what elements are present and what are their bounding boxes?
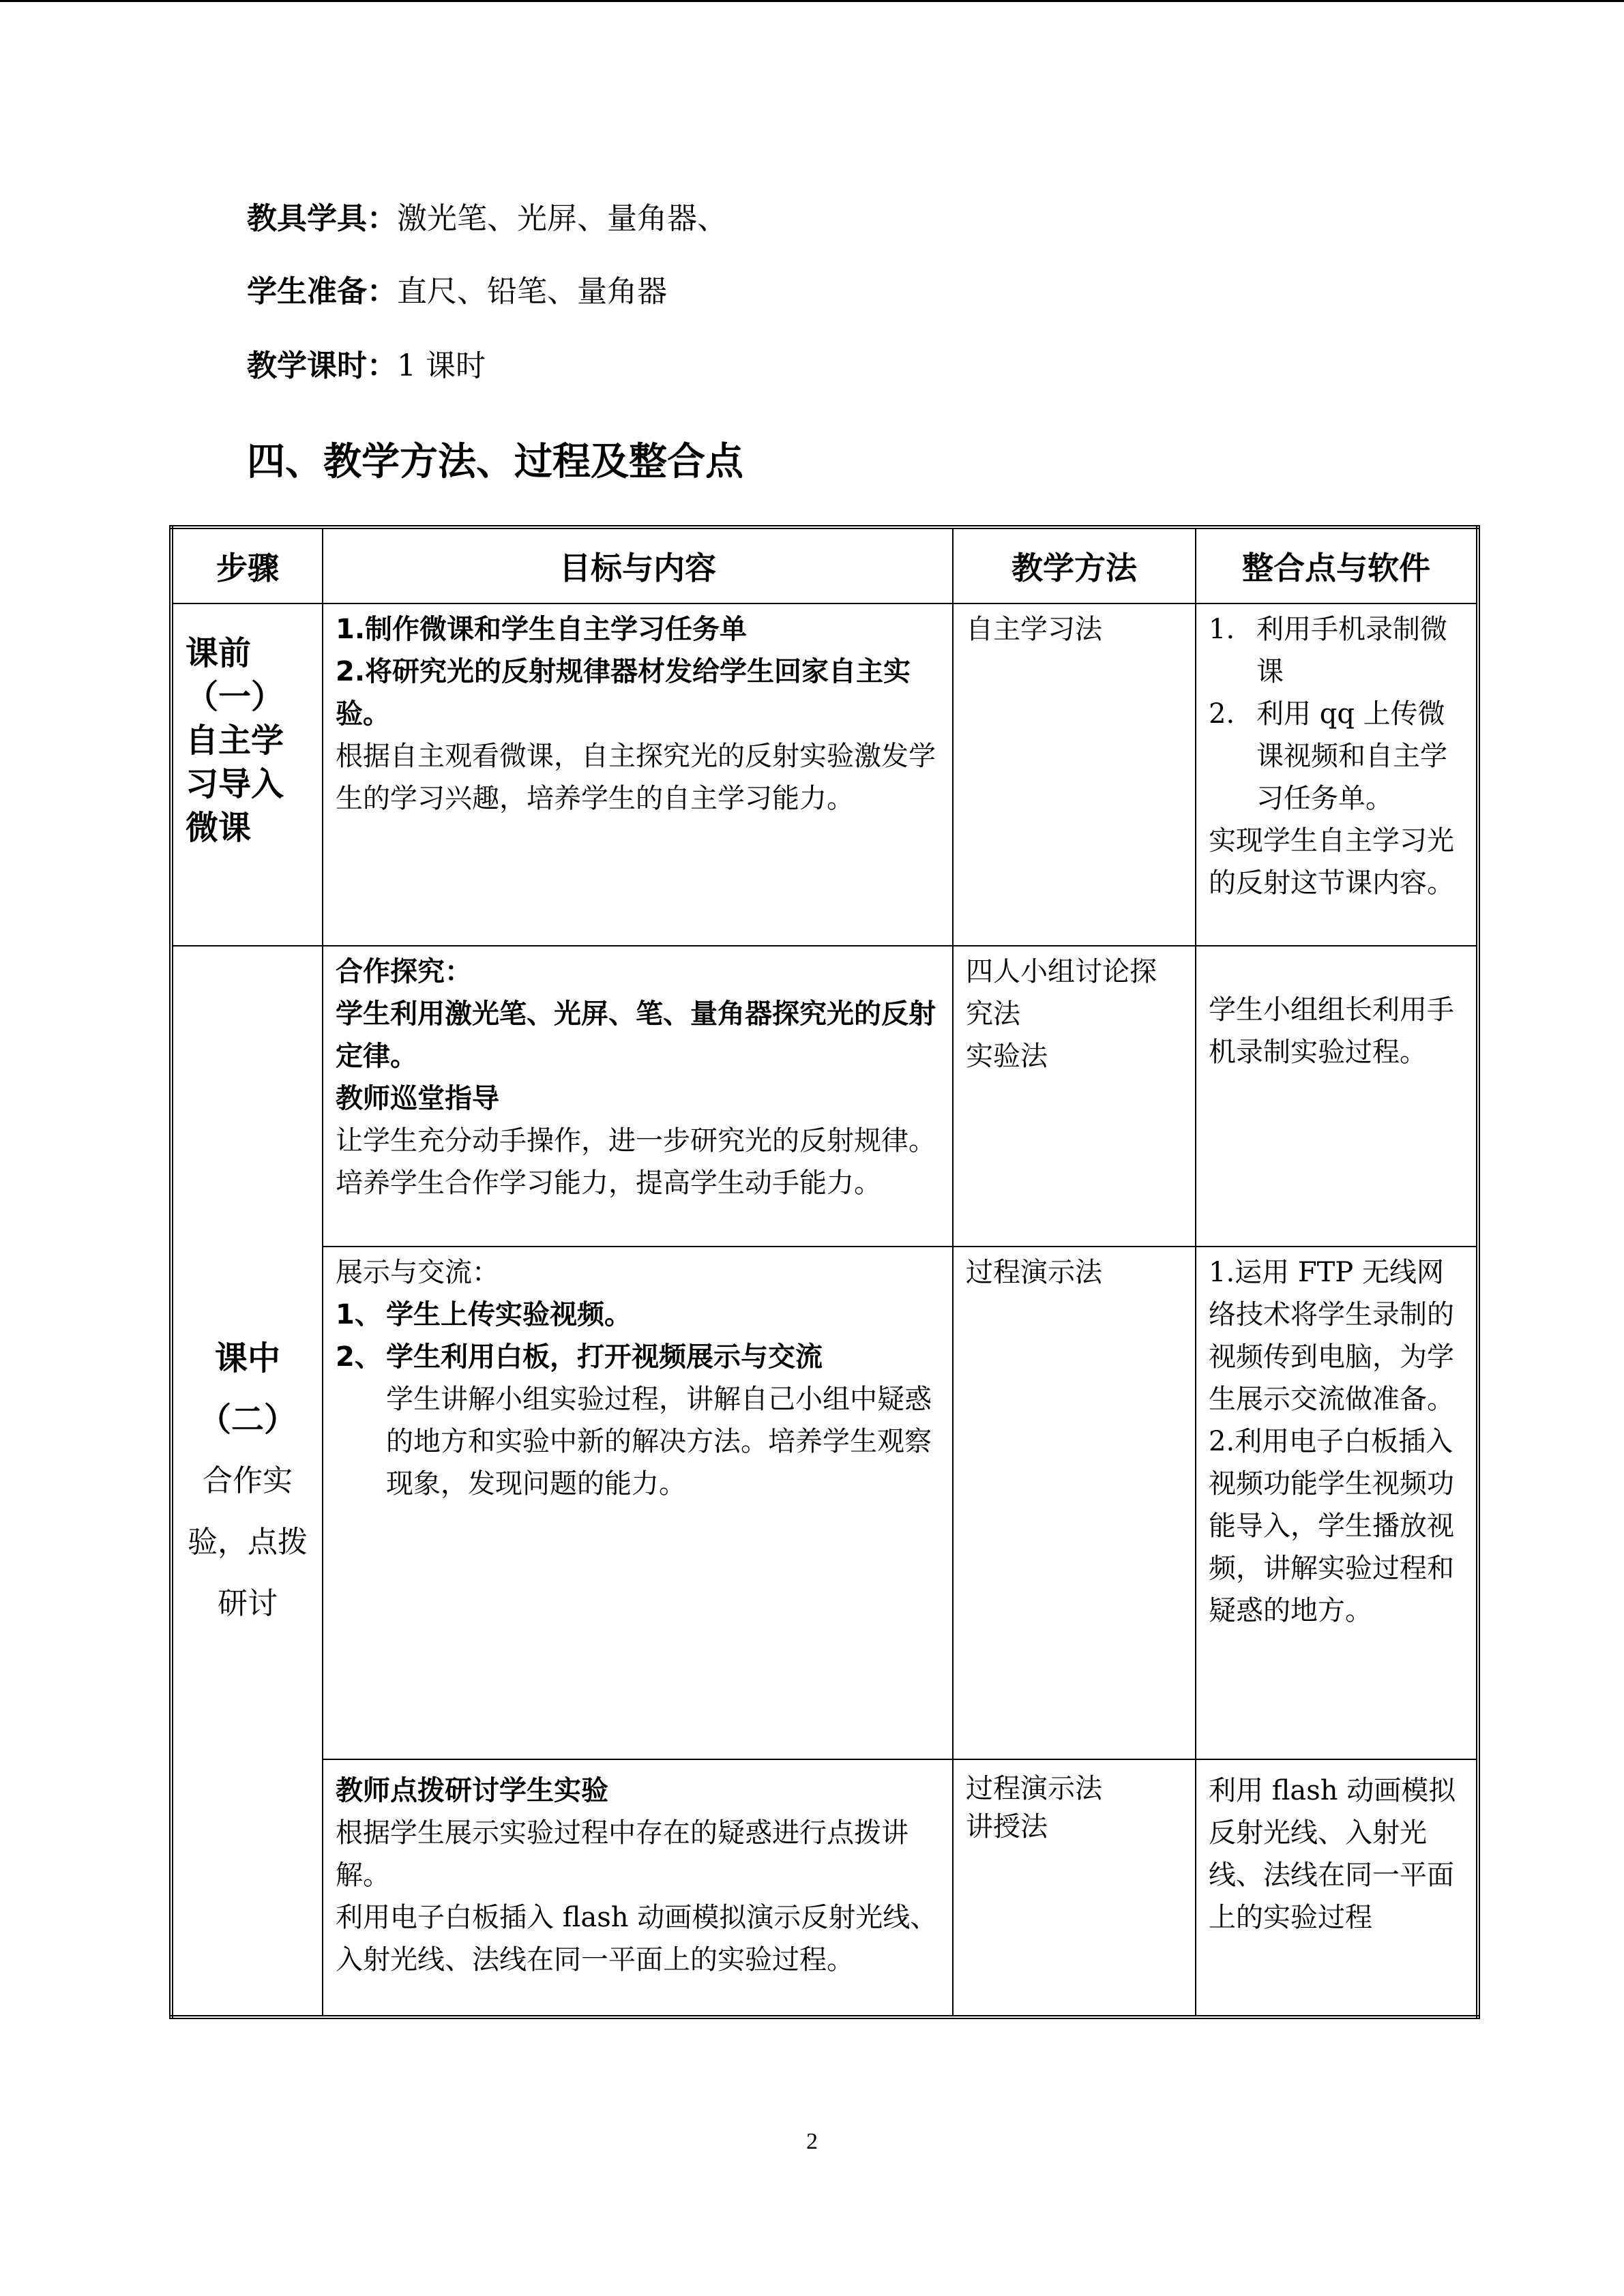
software-cooperative: 学生小组组长利用手机录制实验过程。	[1196, 946, 1478, 1247]
step-line: （二）	[198, 1400, 297, 1439]
list-item	[336, 1294, 940, 1336]
list-text: 利用手机录制微课	[1256, 614, 1447, 687]
content-guidance	[323, 1759, 953, 2017]
table-row	[171, 603, 1478, 946]
section-heading: 四、教学方法、过程及整合点	[247, 440, 743, 484]
list-number: 1、	[336, 1299, 382, 1330]
method-pre-class: 自主学习法	[953, 603, 1196, 946]
class-hours-value: 1 课时	[397, 348, 486, 383]
list-text: 学生上传实验视频。	[386, 1299, 632, 1330]
student-prep-line	[247, 271, 667, 312]
content-text: 利用电子白板插入 flash 动画模拟演示反射光线、入射光线、法线在同一平面上的实验过程。	[336, 1902, 938, 1976]
content-pre-class	[323, 603, 953, 946]
content-presentation	[323, 1247, 953, 1759]
method-guidance: 过程演示法 讲授法	[953, 1759, 1196, 2017]
student-prep-value: 直尺、铅笔、量角器	[397, 274, 667, 309]
step-line: 验，点拨	[188, 1524, 308, 1560]
page-top-border	[0, 0, 1624, 2]
teaching-aids-label: 教具学具：	[247, 201, 397, 236]
table-header-row	[171, 527, 1478, 603]
content-title: 展示与交流：	[336, 1257, 499, 1288]
table-row	[171, 1759, 1478, 2017]
header-method: 教学方法	[953, 527, 1196, 603]
step-line: 研讨	[218, 1585, 278, 1621]
teaching-aids-value: 激光笔、光屏、量角器、	[397, 201, 727, 236]
list-item	[336, 1336, 940, 1378]
software-pre-class	[1196, 603, 1478, 946]
software-guidance: 利用 flash 动画模拟反射光线、入射光线、法线在同一平面上的实验过程	[1196, 1759, 1478, 2017]
header-step: 步骤	[171, 527, 323, 603]
step-line: 合作实	[203, 1463, 293, 1498]
table-row	[171, 1247, 1478, 1759]
content-text: 根据学生展示实验过程中存在的疑惑进行点拨讲解。	[336, 1817, 909, 1891]
content-text: 学生讲解小组实验过程，讲解自己小组中疑惑的地方和实验中新的解决方法。培养学生观察现象，发现问题的能力。	[386, 1384, 932, 1500]
step-pre-class: 课前 （一） 自主学 习导入 微课	[171, 603, 323, 946]
step-line: 课中	[214, 1339, 280, 1377]
content-text: 根据自主观看微课，自主探究光的反射实验激发学生的学习兴趣，培养学生的自主学习能力。	[336, 741, 936, 814]
list-number: 1.	[1209, 614, 1235, 645]
software-presentation	[1196, 1247, 1478, 1759]
list-item	[1209, 608, 1464, 693]
header-content: 目标与内容	[323, 527, 953, 603]
teaching-plan-table	[169, 525, 1480, 2019]
header-software: 整合点与软件	[1196, 527, 1478, 603]
software-text: 实现学生自主学习光的反射这节课内容。	[1209, 825, 1454, 899]
table-row	[171, 946, 1478, 1247]
page-number: 2	[806, 2129, 818, 2154]
content-cooperative	[323, 946, 953, 1247]
software-text: 1.运用 FTP 无线网络技术将学生录制的视频传到电脑，为学生展示交流做准备。	[1209, 1257, 1454, 1415]
list-number: 2、	[336, 1341, 382, 1373]
class-hours-line	[247, 346, 486, 387]
content-text: 让学生充分动手操作，进一步研究光的反射规律。培养学生合作学习能力，提高学生动手能力。	[336, 1125, 936, 1199]
method-presentation: 过程演示法	[953, 1247, 1196, 1759]
list-text: 学生利用白板，打开视频展示与交流	[386, 1341, 823, 1373]
list-text: 利用 qq 上传微课视频和自主学习任务单。	[1256, 698, 1447, 814]
class-hours-label: 教学课时：	[247, 348, 397, 383]
student-prep-label: 学生准备：	[247, 274, 397, 309]
content-bold-line: 教师巡堂指导	[336, 1083, 499, 1114]
step-in-class	[171, 946, 323, 2017]
content-bold-line: 1.制作微课和学生自主学习任务单	[336, 614, 748, 645]
content-bold-line: 合作探究：	[336, 956, 472, 987]
method-cooperative: 四人小组讨论探究法 实验法	[953, 946, 1196, 1247]
list-number: 2.	[1209, 698, 1235, 730]
software-text: 2.利用电子白板插入视频功能学生视频功能导入，学生播放视频，讲解实验过程和疑惑的地方。	[1209, 1426, 1454, 1626]
content-bold-line: 2.将研究光的反射规律器材发给学生回家自主实验。	[336, 656, 911, 730]
content-bold-line: 教师点拨研讨学生实验	[336, 1775, 608, 1806]
content-bold-line: 学生利用激光笔、光屏、笔、量角器探究光的反射定律。	[336, 998, 936, 1072]
teaching-aids-line	[247, 198, 727, 239]
list-item	[1209, 693, 1464, 820]
